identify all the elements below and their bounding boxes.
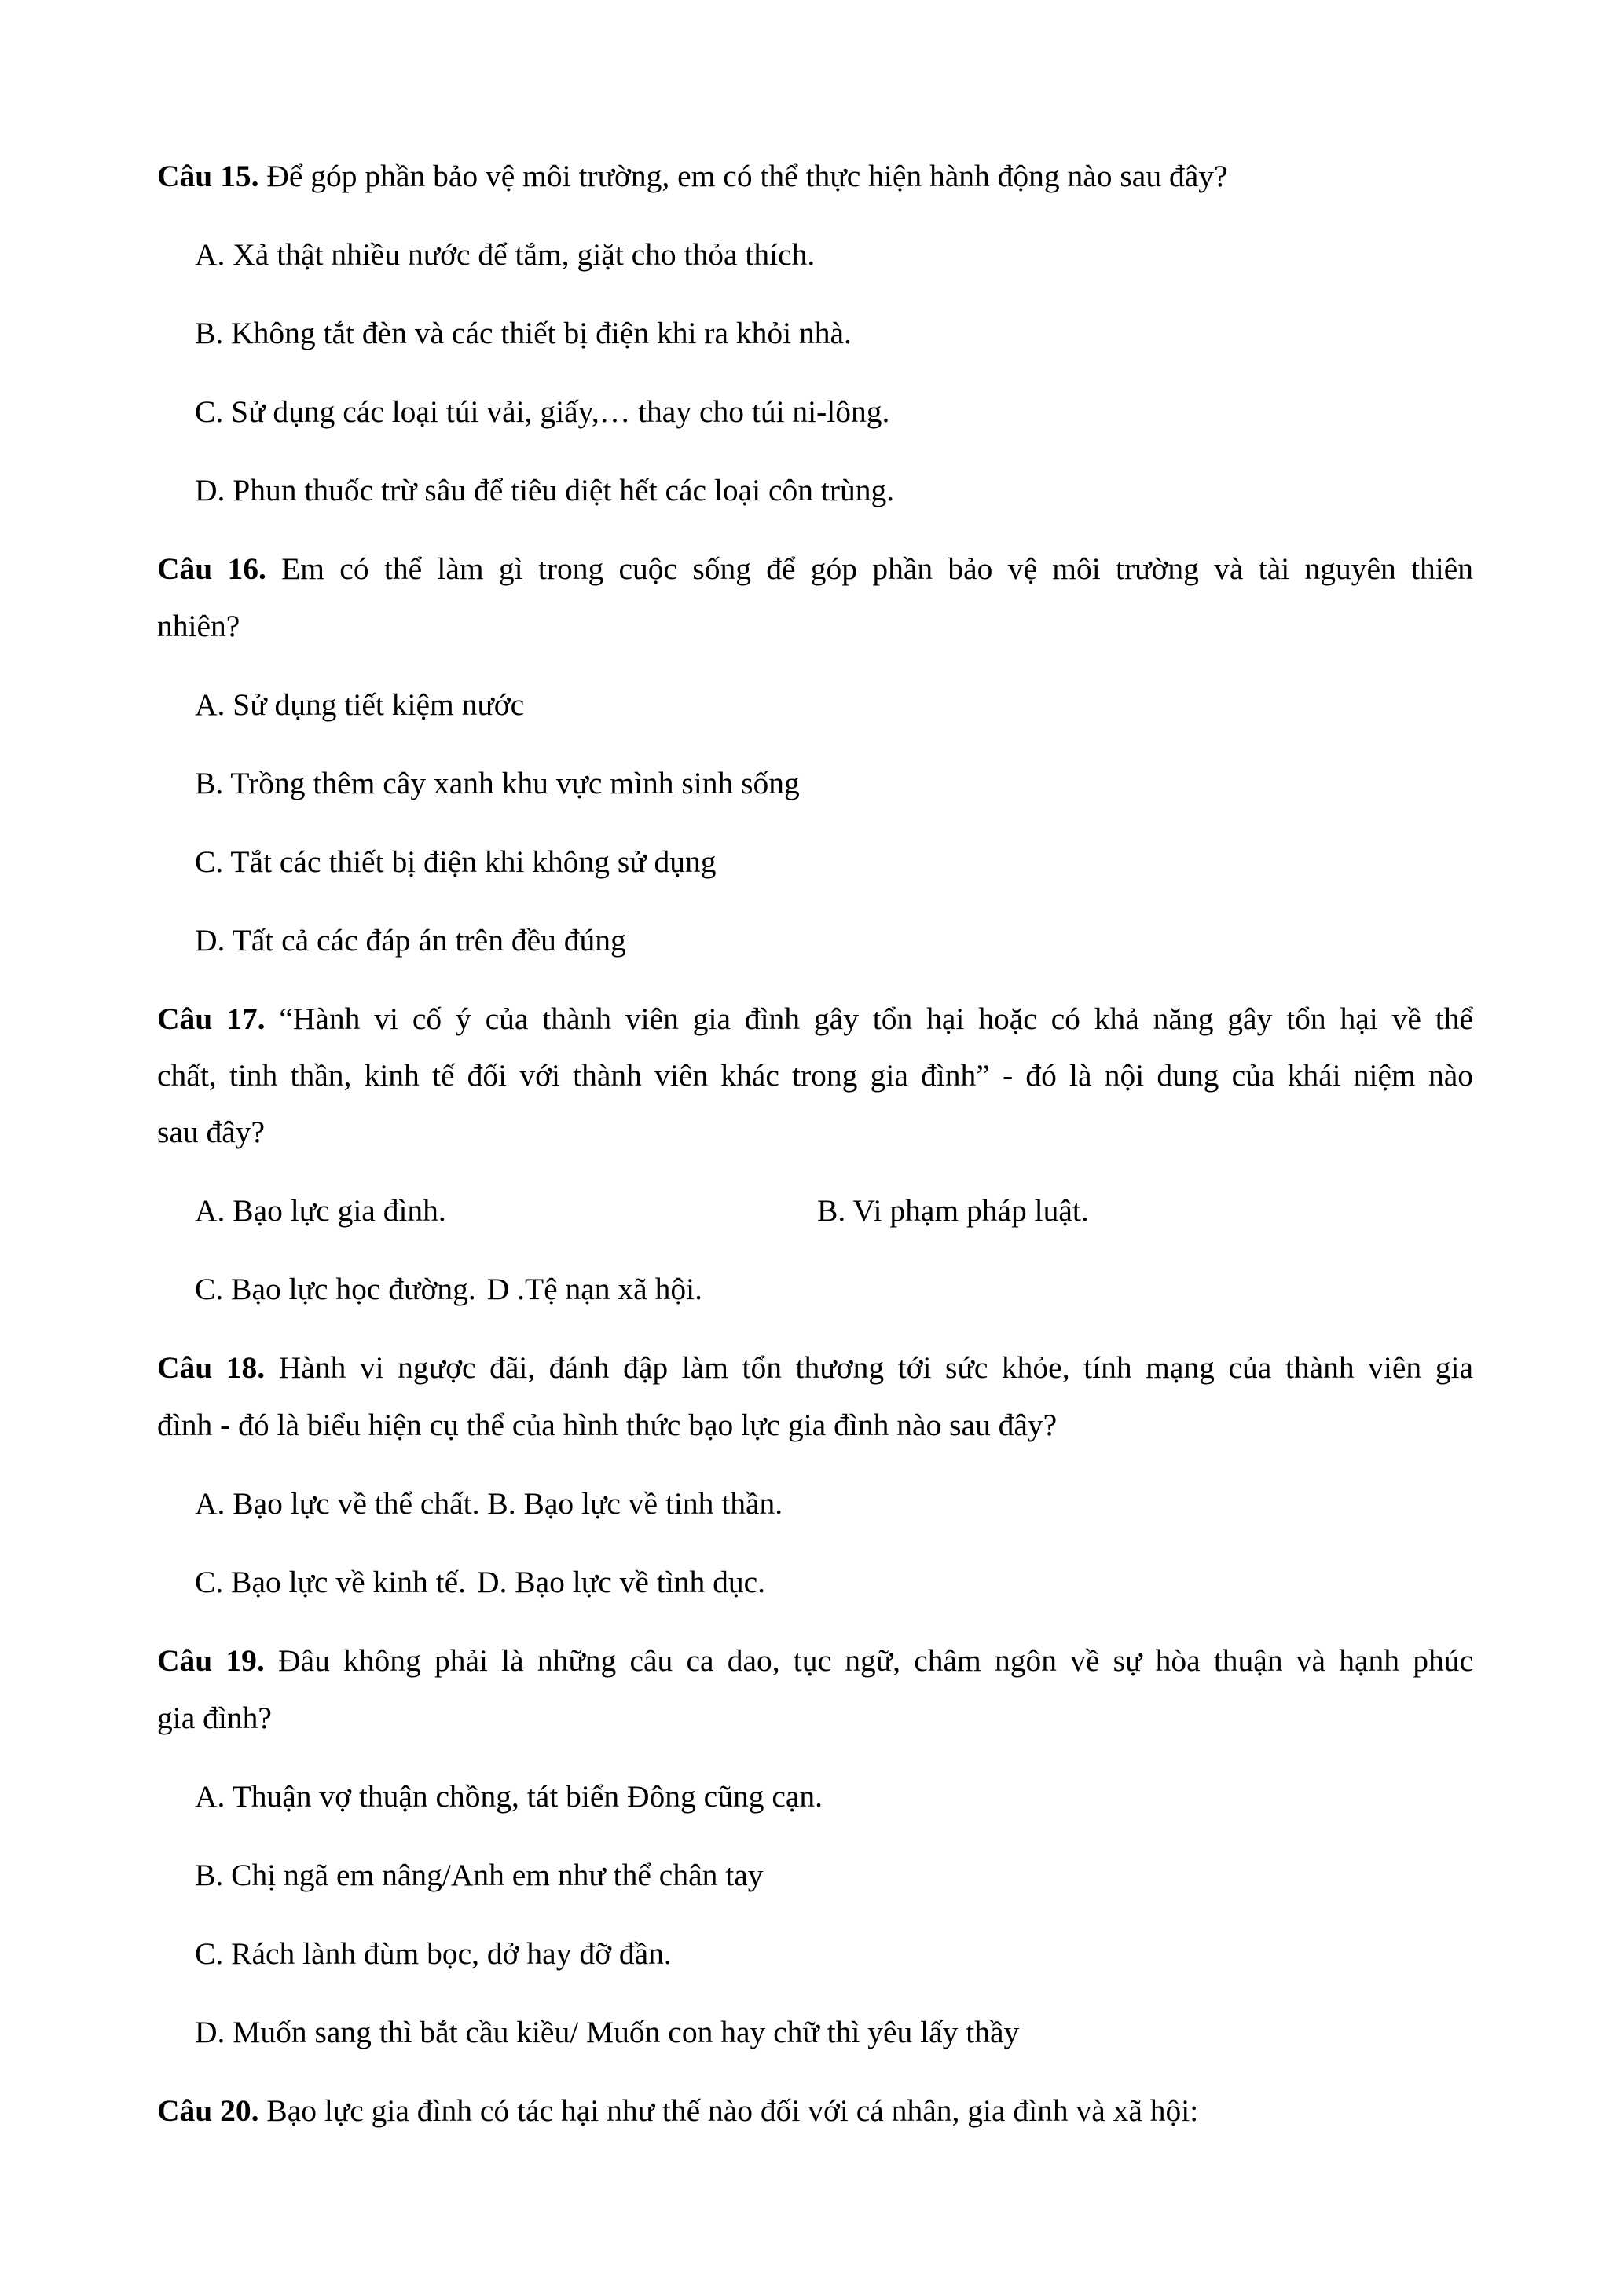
- question-number: Câu 17.: [157, 1002, 266, 1036]
- question-19: [157, 1643, 1473, 1678]
- option-d: D. Phun thuốc trừ sâu để tiêu diệt hết các loại côn trùng.: [195, 473, 895, 507]
- question-text: “Hành vi cố ý của thành viên gia đình gây tổn hại hoặc có khả năng gây tổn hại về thể: [279, 1002, 1474, 1036]
- options-c-d-row: [195, 1567, 765, 1598]
- question-text: Hành vi ngược đãi, đánh đập làm tổn thương tới sức khỏe, tính mạng của thành viên gia: [278, 1350, 1473, 1385]
- question-17: [157, 1004, 1473, 1035]
- option-b: B. Không tắt đèn và các thiết bị điện khi ra khỏi nhà.: [195, 316, 852, 350]
- option-a: A. Sử dụng tiết kiệm nước: [195, 687, 525, 722]
- option-c: C. Bạo lực về kinh tế.: [195, 1565, 467, 1599]
- option-a: A. Bạo lực gia đình.: [195, 1193, 446, 1228]
- option-c: C. Bạo lực học đường.: [195, 1272, 476, 1306]
- question-number: Câu 15.: [157, 159, 259, 193]
- question-number: Câu 20.: [157, 2093, 259, 2128]
- option-c: C. Rách lành đùm bọc, dở hay đỡ đần.: [195, 1936, 672, 1971]
- question-number: Câu 19.: [157, 1643, 265, 1678]
- option-a: A. Bạo lực về thể chất.: [195, 1486, 480, 1521]
- option-c: C. Sử dụng các loại túi vải, giấy,… thay cho túi ni-lông.: [195, 394, 890, 429]
- option-b: B. Trồng thêm cây xanh khu vực mình sinh sống: [195, 766, 800, 800]
- option-b: B. Bạo lực về tinh thần.: [487, 1486, 783, 1521]
- option-d: D. Bạo lực về tình dục.: [477, 1565, 765, 1599]
- question-text: Bạo lực gia đình có tác hại như thế nào đối với cá nhân, gia đình và xã hội:: [266, 2093, 1199, 2128]
- options-a-b-row: [195, 1486, 783, 1521]
- question-20: [157, 2093, 1199, 2128]
- option-b: B. Vi phạm pháp luật.: [817, 1193, 1089, 1228]
- option-d: D. Muốn sang thì bắt cầu kiều/ Muốn con hay chữ thì yêu lấy thầy: [195, 2015, 1020, 2049]
- question-18: [157, 1350, 1473, 1385]
- question-text-continued: sau đây?: [157, 1115, 266, 1149]
- option-d: D. Tất cả các đáp án trên đều đúng: [195, 923, 626, 958]
- question-text-continued: gia đình?: [157, 1701, 272, 1735]
- option-c: C. Tắt các thiết bị điện khi không sử dụng: [195, 844, 717, 879]
- option-d: D .Tệ nạn xã hội.: [486, 1272, 702, 1306]
- option-b: B. Chị ngã em nâng/Anh em như thể chân tay: [195, 1858, 764, 1892]
- question-text: Em có thể làm gì trong cuộc sống để góp phần bảo vệ môi trường và tài nguyên thiên: [281, 551, 1474, 586]
- question-15: [157, 161, 1228, 192]
- option-a: A. Thuận vợ thuận chồng, tát biển Đông cũng cạn.: [195, 1779, 823, 1814]
- question-text: Để góp phần bảo vệ môi trường, em có thể thực hiện hành động nào sau đây?: [266, 159, 1228, 193]
- question-text-continued: chất, tinh thần, kinh tế đối với thành viên khác trong gia đình” - đó là nội dung của khái niệm nào: [157, 1058, 1473, 1093]
- question-number: Câu 18.: [157, 1350, 266, 1385]
- question-number: Câu 16.: [157, 551, 266, 586]
- question-text-continued: nhiên?: [157, 609, 240, 643]
- question-text: Đâu không phải là những câu ca dao, tục ngữ, châm ngôn về sự hòa thuận và hạnh phúc: [278, 1643, 1473, 1678]
- options-c-d-row: [195, 1274, 702, 1305]
- option-a: A. Xả thật nhiều nước để tắm, giặt cho thỏa thích.: [195, 237, 816, 272]
- question-16: [157, 551, 1474, 586]
- question-text-continued: đình - đó là biểu hiện cụ thể của hình thức bạo lực gia đình nào sau đây?: [157, 1408, 1058, 1442]
